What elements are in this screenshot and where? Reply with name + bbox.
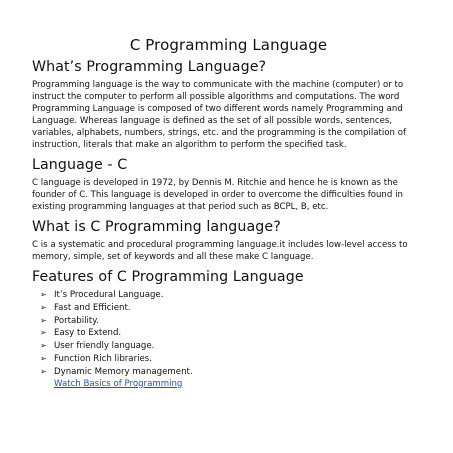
section-programming-language — [32, 58, 425, 151]
arrowhead-bullet-icon: ➢ — [40, 341, 47, 351]
list-item-text: Easy to Extend. — [54, 328, 122, 339]
list-item-text: Portability. — [54, 315, 99, 326]
list-item-text: Fast and Efficient. — [54, 302, 131, 313]
section-heading: What is C Programming language? — [32, 219, 281, 235]
list-item — [40, 353, 425, 366]
list-item-text: Function Rich libraries. — [54, 353, 152, 364]
list-item — [40, 366, 425, 379]
section-what-is-c — [32, 218, 425, 263]
section-heading: Language - C — [32, 157, 128, 173]
list-item — [40, 315, 425, 328]
watch-basics-link[interactable]: Watch Basics of Programming — [54, 378, 183, 389]
section-paragraph: C language is developed in 1972, by Dennis M. Ritchie and hence he is known as the founder of C. This language is developed in order to overcome the difficulties found in existing programming languages at that period such as BCPL, B, etc. — [32, 178, 403, 212]
list-item — [40, 327, 425, 340]
list-item-text: It’s Procedural Language. — [54, 290, 164, 300]
list-item — [40, 340, 425, 353]
arrowhead-bullet-icon: ➢ — [40, 302, 47, 312]
document-title: C Programming Language — [129, 36, 328, 54]
list-item — [40, 302, 425, 315]
section-heading: What’s Programming Language? — [32, 59, 267, 75]
arrowhead-bullet-icon: ➢ — [40, 353, 47, 363]
arrowhead-bullet-icon: ➢ — [40, 328, 47, 338]
arrowhead-bullet-icon: ➢ — [40, 290, 47, 299]
features-heading: Features of C Programming Language — [32, 269, 304, 285]
arrowhead-bullet-icon: ➢ — [40, 366, 47, 376]
list-item-text: Dynamic Memory management. — [54, 366, 193, 377]
arrowhead-bullet-icon: ➢ — [40, 315, 47, 325]
features-list — [32, 289, 425, 379]
section-features — [32, 268, 425, 390]
section-paragraph: C is a systematic and procedural programming language.it includes low-level access to memory, simple, set of keywords and all these make C language. — [32, 240, 408, 262]
section-language-c — [32, 156, 425, 213]
link-container — [32, 379, 425, 391]
section-paragraph: Programming language is the way to communicate with the machine (computer) or to instruct the computer to perform all possible algorithms and computations. The word Programming Language is composed of two different words namely Programming and Language. Whereas language is defined as the set of all possible words, sentences, variables, alphabets, numbers, strings, etc. and the programming is the compilation of instruction, literals that make an algorithm to perform the specified task. — [32, 80, 406, 150]
list-item-text: User friendly language. — [54, 341, 155, 352]
list-item — [40, 289, 425, 302]
